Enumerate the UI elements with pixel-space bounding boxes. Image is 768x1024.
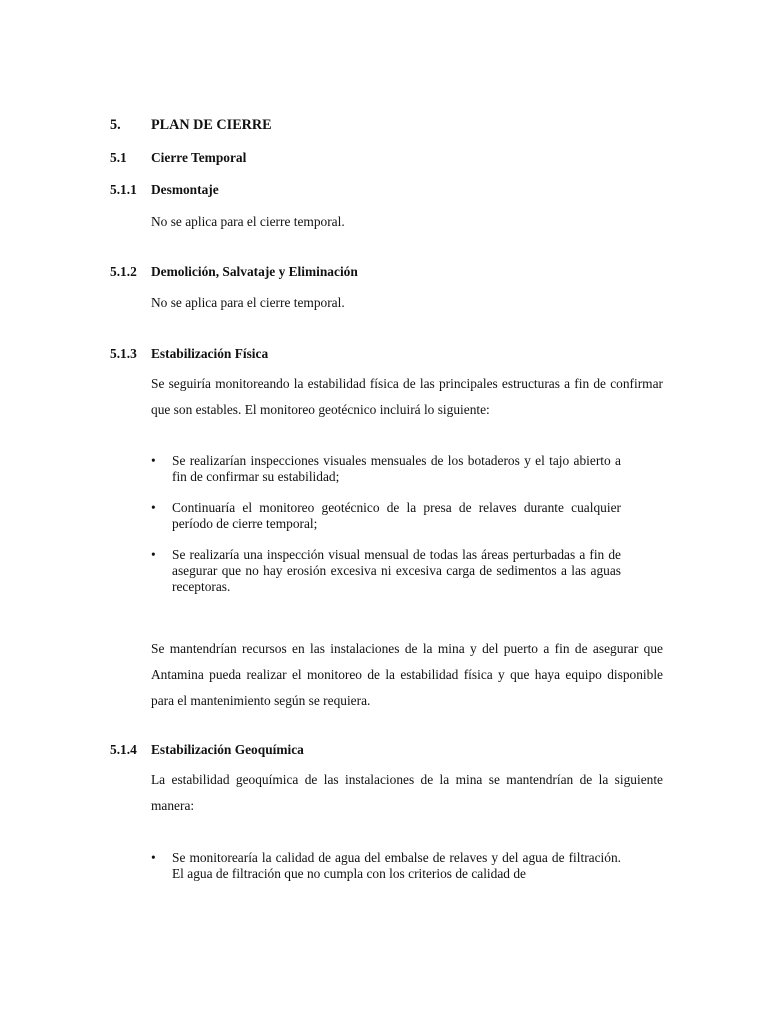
heading-number: 5.1 [110,150,127,165]
heading-title: Estabilización Geoquímica [151,742,304,757]
heading-number: 5.1.3 [110,346,137,361]
list-item [151,453,621,486]
bullet-icon: • [151,850,156,865]
list-item [151,850,621,883]
bullet-list-5-1-3 [151,453,621,596]
paragraph-5-1-4-intro: La estabilidad geoquímica de las instalaciones de la mina se mantendrían de la siguiente manera: [151,772,663,813]
bullet-icon: • [151,453,156,468]
paragraph-5-1-2: No se aplica para el cierre temporal. [151,295,345,310]
list-item-text: Se realizarían inspecciones visuales mensuales de los botaderos y el tajo abierto a fin de confirmar su estabilidad; [172,453,621,485]
heading-number: 5.1.2 [110,264,137,279]
heading-number: 5.1.1 [110,182,137,197]
heading-title: Cierre Temporal [151,150,247,165]
heading-title: PLAN DE CIERRE [151,117,272,133]
bullet-icon: • [151,499,156,515]
list-item [151,500,621,533]
list-item [151,547,621,596]
bullet-list-5-1-4 [151,850,621,883]
bullet-icon: • [151,546,156,562]
list-item-text: Continuaría el monitoreo geotécnico de la presa de relaves durante cualquier período de cierre temporal; [172,499,621,532]
heading-number: 5. [110,117,121,133]
list-item-text: Se monitorearía la calidad de agua del embalse de relaves y del agua de filtración. El agua de filtración que no cumpla con los criterios de calidad de [172,850,621,882]
heading-number: 5.1.4 [110,742,137,757]
paragraph-5-1-3-intro: Se seguiría monitoreando la estabilidad física de las principales estructuras a fin de confirmar que son estables. El monitoreo geotécnico incluirá lo siguiente: [151,376,663,417]
heading-title: Desmontaje [151,182,219,197]
heading-title: Estabilización Física [151,346,269,361]
heading-title: Demolición, Salvataje y Eliminación [151,264,358,279]
paragraph-5-1-1: No se aplica para el cierre temporal. [151,214,345,229]
list-item-text: Se realizaría una inspección visual mensual de todas las áreas perturbadas a fin de asegurar que no hay erosión excesiva ni excesiva carga de sedimentos a las aguas receptoras. [172,546,621,595]
paragraph-5-1-3-closing: Se mantendrían recursos en las instalaciones de la mina y del puerto a fin de asegurar que Antamina pueda realizar el monitoreo de la estabilidad física y que haya equipo disponible para el mantenimiento según se requiera. [151,641,663,708]
